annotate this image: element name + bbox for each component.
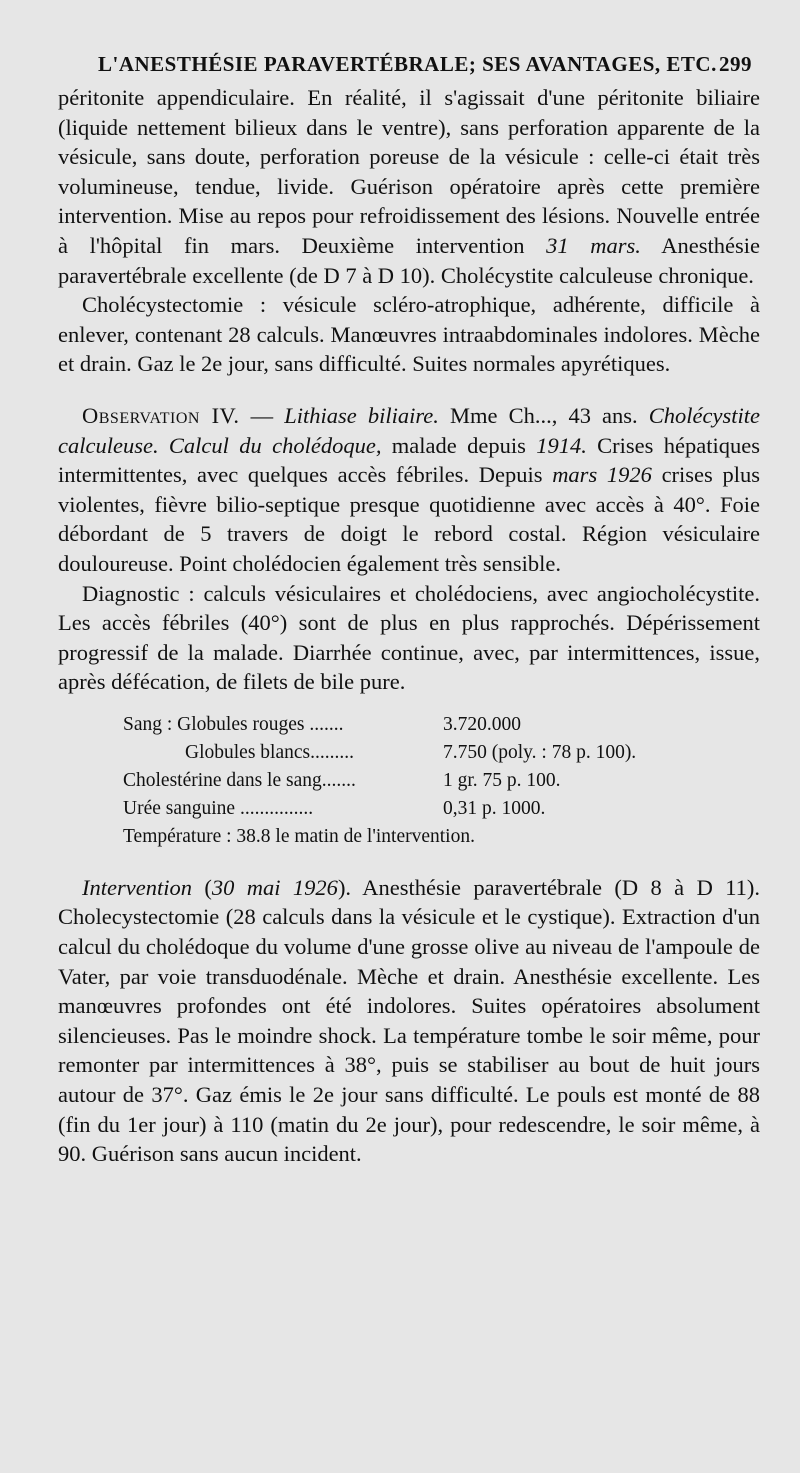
lab-value: 1 gr. 75 p. 100.	[443, 769, 561, 791]
temperature-line: Température : 38.8 le matin de l'intervention.	[123, 825, 475, 847]
paragraph-peritonitis	[58, 83, 760, 290]
intervention-date: 30 mai 1926	[211, 874, 338, 900]
paren: (	[191, 874, 212, 900]
lab-row	[123, 711, 760, 739]
year-italic: 1914.	[536, 432, 587, 458]
lab-label: Urée sanguine ...............	[123, 797, 314, 819]
paragraph-intervention	[58, 873, 760, 1169]
lab-value: 7.750 (poly. : 78 p. 100).	[443, 741, 637, 763]
paren: ).	[337, 874, 352, 900]
lab-row	[123, 795, 760, 823]
running-head-title: L'ANESTHÉSIE PARAVERTÉBRALE; SES AVANTAGES, ETC.	[98, 52, 717, 76]
observation-title: Lithiase biliaire.	[284, 402, 439, 428]
section-gap	[58, 861, 760, 873]
paragraph-observation-iv	[58, 401, 760, 579]
page-number: 299	[719, 52, 752, 76]
since-italic: mars 1926	[552, 462, 652, 488]
lab-value: 3.720.000	[443, 713, 521, 735]
paragraph-text: crises plus violentes, fièvre bilio-septique presque quotidienne avec accès à 40°. Foie débordant de 5 travers de doigt le rebord costal. Région vésiculaire douloureuse. Point cholédocien également très sensible.	[58, 462, 760, 576]
paragraph-text: péritonite appendiculaire. En réalité, il s'agissait d'une péritonite biliaire (liquide nettement bilieux dans le ventre), sans perforation apparente de la vésicule, sans doute, perforation poreuse de la vésicule : celle-ci était très volumineuse, tendue, livide. Guérison opératoire après cette première intervention. Mise au repos pour refroidissement des lésions. Nouvelle entrée à l'hôpital fin mars. Deuxième intervention	[58, 85, 760, 258]
paragraph-text: Crises hépatiques intermittentes, avec quelques accès fébriles. Depuis	[58, 432, 760, 488]
lab-row	[123, 739, 760, 767]
observation-diagnosis: Cholécystite calculeuse. Calcul du cholédoque,	[58, 402, 760, 458]
lab-results-table	[123, 711, 760, 851]
patient-info: Mme Ch..., 43 ans.	[438, 402, 649, 428]
observation-label: Observation IV.	[82, 402, 240, 428]
paragraph-text: Anesthésie paravertébrale excellente (de D 7 à D 10). Cholécystite calculeuse chronique.	[58, 232, 761, 288]
lab-label: Sang : Globules rouges .......	[123, 713, 344, 735]
section-gap	[58, 379, 760, 401]
dash: —	[239, 402, 285, 428]
paragraph-text: malade depuis	[381, 432, 537, 458]
lab-row	[123, 767, 760, 795]
intervention-label: Intervention	[82, 874, 192, 900]
paragraph-text: Anesthésie paravertébrale (D 8 à D 11). Cholecystectomie (28 calculs dans la vésicule et le cystique). Extraction d'un calcul du cholédoque du volume d'une grosse olive au niveau de l'ampoule de Vater, par voie transduodénale. Mèche et drain. Anesthésie excellente. Les manœuvres profondes ont été indolores. Suites opératoires absolument silencieuses. Pas le moindre shock. La température tombe le soir même, pour remonter par intermittences à 38°, puis se stabiliser au bout de huit jours autour de 37°. Gaz émis le 2e jour sans difficulté. Le pouls est monté de 88 (fin du 1er jour) à 110 (matin du 2e jour), pour redescendre, le soir même, à 90. Guérison sans aucun incident.	[58, 874, 761, 1167]
running-head	[98, 52, 760, 77]
lab-label: Cholestérine dans le sang.......	[123, 769, 356, 791]
paragraph-cholecystectomy: Cholécystectomie : vésicule scléro-atrophique, adhérente, difficile à enlever, contenant 28 calculs. Manœuvres intraabdominales indolores. Mèche et drain. Gaz le 2e jour, sans difficulté. Suites normales apyrétiques.	[58, 292, 760, 377]
lab-value: 0,31 p. 1000.	[443, 797, 546, 819]
date-italic: 31 mars.	[546, 232, 641, 258]
paragraph-diagnostic: Diagnostic : calculs vésiculaires et cholédociens, avec angiocholécystite. Les accès fébriles (40°) sont de plus en plus rapprochés. Dépérissement progressif de la malade. Diarrhée continue, avec, par intermittences, issue, après défécation, de filets de bile pure.	[58, 580, 760, 695]
lab-label: Globules blancs.........	[185, 741, 354, 763]
